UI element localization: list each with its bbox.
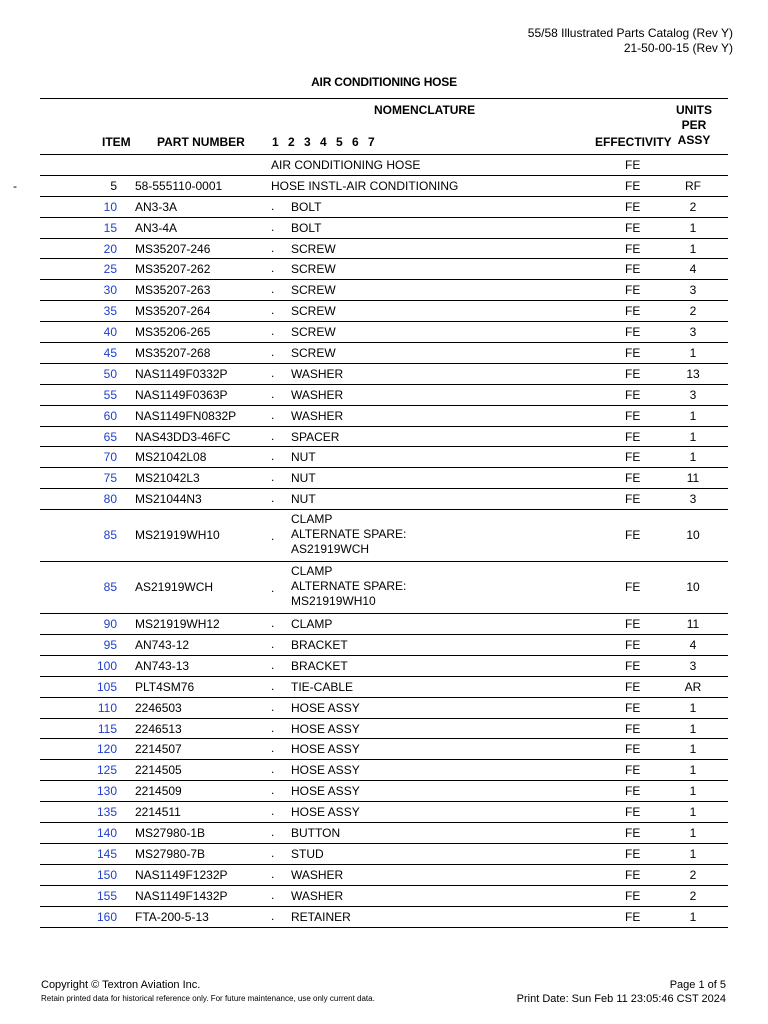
nomenclature-line: SCREW <box>291 262 336 277</box>
table-row <box>40 364 728 385</box>
table-row <box>40 781 728 802</box>
part-number: NAS1149FN0832P <box>135 408 237 423</box>
item-number[interactable]: 155 <box>96 888 117 903</box>
units-per-assy: 2 <box>689 867 697 882</box>
nomenclature-line: WASHER <box>291 366 344 381</box>
nomenclature-line: BOLT <box>291 199 322 214</box>
units-per-assy: 1 <box>689 450 697 465</box>
nomenclature <box>291 910 351 925</box>
part-number: PLT4SM76 <box>135 679 195 694</box>
indent-dot: . <box>271 303 275 318</box>
effectivity: FE <box>625 408 641 423</box>
part-number: MS35207-264 <box>135 304 211 319</box>
effectivity: FE <box>625 658 641 673</box>
effectivity: FE <box>625 241 641 256</box>
units-per-assy: 1 <box>689 220 697 235</box>
effectivity: FE <box>625 492 641 507</box>
part-number: 2246513 <box>135 721 182 736</box>
page-number: Page 1 of 5 <box>669 979 726 991</box>
effectivity: FE <box>625 346 641 361</box>
effectivity: FE <box>625 805 641 820</box>
units-per-assy: AR <box>684 679 702 694</box>
table-row <box>40 614 728 635</box>
nomenclature <box>291 409 343 424</box>
units-per-assy: 3 <box>689 283 697 298</box>
effectivity: FE <box>625 617 641 632</box>
part-number: MS35206-265 <box>135 325 211 340</box>
nomenclature <box>291 701 360 716</box>
indent-dot: . <box>271 741 275 756</box>
nomenclature <box>291 680 353 695</box>
units-per-assy: 1 <box>689 846 697 861</box>
item-number[interactable]: 85 <box>103 580 117 595</box>
item-number[interactable]: 105 <box>96 679 117 694</box>
nomenclature <box>291 200 321 215</box>
item-number[interactable]: 50 <box>103 366 117 381</box>
nomenclature <box>291 325 336 340</box>
table-row <box>40 259 728 280</box>
item-number[interactable]: 30 <box>103 283 117 298</box>
effectivity: FE <box>625 742 641 757</box>
item-number[interactable]: 20 <box>103 241 117 256</box>
nomenclature-line: SPACER <box>291 429 340 444</box>
indent-dot: . <box>271 762 275 777</box>
table-row <box>40 468 728 489</box>
part-number: NAS1149F1432P <box>135 888 228 903</box>
item-number[interactable]: 115 <box>97 721 117 736</box>
effectivity: FE <box>625 700 641 715</box>
table-header <box>40 99 728 154</box>
nomenclature <box>291 221 321 236</box>
item-number[interactable]: 160 <box>96 909 117 924</box>
units-per-assy: 11 <box>686 471 700 486</box>
nomenclature-line: HOSE ASSY <box>291 700 360 715</box>
effectivity: FE <box>625 199 641 214</box>
document-title: AIR CONDITIONING HOSE <box>311 75 457 89</box>
nomenclature <box>291 388 343 403</box>
table-row <box>40 301 728 322</box>
units-per-assy: 4 <box>689 638 697 653</box>
nomenclature-line: WASHER <box>291 867 344 882</box>
item-number[interactable]: 15 <box>103 220 117 235</box>
units-per-assy: 1 <box>689 700 697 715</box>
indent-dot: . <box>271 198 275 213</box>
header-effectivity: EFFECTIVITY <box>595 135 672 149</box>
part-number: AN743-12 <box>135 638 190 653</box>
part-number: MS35207-268 <box>135 346 211 361</box>
units-per-assy: 2 <box>689 304 697 319</box>
units-per-assy: 1 <box>689 721 697 736</box>
nomenclature <box>291 471 316 486</box>
table-row <box>40 656 728 677</box>
nomenclature-line: HOSE ASSY <box>291 805 360 820</box>
effectivity: FE <box>625 450 641 465</box>
table-row <box>40 218 728 239</box>
indent-dot: . <box>271 720 275 735</box>
table-row <box>40 886 728 907</box>
effectivity: FE <box>625 366 641 381</box>
indent-dot: . <box>271 470 275 485</box>
units-per-assy: 1 <box>689 742 697 757</box>
effectivity: FE <box>625 580 641 595</box>
table-row <box>40 322 728 343</box>
item-number[interactable]: 125 <box>96 763 117 778</box>
indent-dot: . <box>271 282 275 297</box>
item-number[interactable]: 10 <box>103 199 117 214</box>
item-number[interactable]: 85 <box>103 528 117 543</box>
nomenclature <box>291 638 348 653</box>
header-indent-levels: 1 2 3 4 5 6 7 <box>272 135 375 149</box>
part-number: MS21919WH10 <box>135 528 220 543</box>
item-number[interactable]: 120 <box>96 742 117 757</box>
item-number: 5 <box>110 178 117 193</box>
table-row <box>40 719 728 740</box>
units-per-assy: 10 <box>686 528 700 543</box>
item-number[interactable]: 130 <box>96 784 117 799</box>
item-number[interactable]: 150 <box>96 867 117 882</box>
table-row <box>40 385 728 406</box>
part-number: NAS1149F0332P <box>135 366 228 381</box>
parts-table <box>13 98 728 928</box>
nomenclature <box>291 847 324 862</box>
indent-dot: . <box>271 529 275 544</box>
item-number[interactable]: 80 <box>103 492 117 507</box>
item-number[interactable]: 75 <box>103 471 117 486</box>
table-body <box>13 155 728 928</box>
copyright: Copyright © Textron Aviation Inc. <box>41 979 201 991</box>
nomenclature <box>291 367 343 382</box>
nomenclature <box>291 659 348 674</box>
part-number: AN743-13 <box>135 658 190 673</box>
item-number[interactable]: 140 <box>96 826 117 841</box>
nomenclature-line: BOLT <box>291 220 322 235</box>
indent-dot: . <box>271 616 275 631</box>
table-row <box>40 197 728 218</box>
nomenclature-line: BRACKET <box>291 638 348 653</box>
effectivity: FE <box>625 784 641 799</box>
indent-dot: . <box>271 908 275 923</box>
table-row <box>40 510 728 562</box>
nomenclature-line: BUTTON <box>291 826 341 841</box>
indent-dot: . <box>271 804 275 819</box>
catalog-title: 55/58 Illustrated Parts Catalog (Rev Y) <box>527 26 733 40</box>
retention-notice: Retain printed data for historical reference only. For future maintenance, use only current data. <box>41 994 375 1003</box>
part-number: 2214509 <box>135 784 182 799</box>
table-row <box>40 698 728 719</box>
nomenclature-line: CLAMP <box>291 617 333 632</box>
units-per-assy: 1 <box>689 909 697 924</box>
units-per-assy: RF <box>685 178 701 193</box>
effectivity: FE <box>625 387 641 402</box>
effectivity: FE <box>625 721 641 736</box>
item-number[interactable]: 45 <box>103 346 117 361</box>
indent-dot: . <box>271 261 275 276</box>
part-number: AN3-4A <box>135 220 178 235</box>
table-row <box>40 739 728 760</box>
nomenclature-line: NUT <box>291 450 316 465</box>
units-per-assy: 1 <box>689 826 697 841</box>
indent-dot: . <box>271 657 275 672</box>
effectivity: FE <box>625 178 641 193</box>
table-row <box>40 406 728 427</box>
nomenclature <box>291 430 339 445</box>
nomenclature <box>291 304 336 319</box>
effectivity: FE <box>625 826 641 841</box>
item-number[interactable]: 110 <box>97 700 117 715</box>
table-row <box>40 489 728 510</box>
nomenclature-line: NUT <box>291 492 316 507</box>
part-number: MS21042L3 <box>135 471 200 486</box>
part-number: MS27980-7B <box>135 846 206 861</box>
indent-dot: . <box>271 783 275 798</box>
nomenclature-line: SCREW <box>291 346 336 361</box>
nomenclature <box>291 346 336 361</box>
item-number[interactable]: 25 <box>103 262 117 277</box>
table-row <box>40 907 728 928</box>
nomenclature-line: HOSE ASSY <box>291 721 360 736</box>
table-row <box>40 802 728 823</box>
item-number[interactable]: 135 <box>96 805 117 820</box>
units-per-assy: 11 <box>686 617 700 632</box>
item-number[interactable]: 35 <box>103 304 117 319</box>
nomenclature <box>291 564 406 609</box>
change-mark: - <box>13 178 17 193</box>
units-per-assy: 3 <box>689 325 697 340</box>
part-number: MS35207-246 <box>135 241 211 256</box>
section-number: 21-50-00-15 (Rev Y) <box>623 41 733 55</box>
units-per-assy: 13 <box>686 366 700 381</box>
indent-dot: . <box>271 365 275 380</box>
nomenclature-line: MS21919WH10 <box>291 594 376 609</box>
units-per-assy: 1 <box>689 784 697 799</box>
nomenclature <box>271 158 420 173</box>
effectivity: FE <box>625 283 641 298</box>
nomenclature <box>291 450 316 465</box>
part-number: MS35207-263 <box>135 283 211 298</box>
nomenclature-line: SCREW <box>291 283 336 298</box>
table-row <box>40 865 728 886</box>
nomenclature <box>291 512 406 557</box>
part-number: AS21919WCH <box>135 580 214 595</box>
part-number: MS21044N3 <box>135 492 202 507</box>
nomenclature <box>291 826 340 841</box>
table-row <box>40 239 728 260</box>
indent-dot: . <box>271 678 275 693</box>
item-number[interactable]: 70 <box>103 450 117 465</box>
nomenclature <box>291 492 316 507</box>
item-number[interactable]: 55 <box>103 387 117 402</box>
nomenclature-line: TIE-CABLE <box>291 679 354 694</box>
item-number[interactable]: 90 <box>103 617 117 632</box>
nomenclature-line: HOSE INSTL-AIR CONDITIONING <box>271 178 459 193</box>
header-units-per-assy: UNITS PER ASSY <box>676 103 712 147</box>
part-number: AN3-3A <box>135 199 178 214</box>
indent-dot: . <box>271 324 275 339</box>
footer-left <box>41 978 375 1006</box>
units-per-assy: 2 <box>689 888 697 903</box>
nomenclature-line: WASHER <box>291 408 344 423</box>
part-number: NAS43DD3-46FC <box>135 429 231 444</box>
indent-dot: . <box>271 637 275 652</box>
part-number: MS21919WH12 <box>135 617 220 632</box>
item-number[interactable]: 145 <box>96 846 117 861</box>
nomenclature-line: STUD <box>291 846 324 861</box>
indent-dot: . <box>271 866 275 881</box>
table-row <box>40 447 728 468</box>
nomenclature <box>271 179 458 194</box>
item-number[interactable]: 100 <box>96 658 117 673</box>
units-per-assy: 3 <box>689 387 697 402</box>
table-row <box>40 343 728 364</box>
item-number[interactable]: 95 <box>103 638 117 653</box>
item-number[interactable]: 65 <box>103 429 117 444</box>
effectivity: FE <box>625 429 641 444</box>
nomenclature <box>291 242 336 257</box>
nomenclature <box>291 722 360 737</box>
indent-dot: . <box>271 825 275 840</box>
effectivity: FE <box>625 867 641 882</box>
nomenclature <box>291 262 336 277</box>
effectivity: FE <box>625 262 641 277</box>
table-row <box>40 844 728 865</box>
nomenclature <box>291 283 336 298</box>
indent-dot: . <box>271 845 275 860</box>
units-per-assy: 10 <box>686 580 700 595</box>
effectivity: FE <box>625 158 641 172</box>
part-number: 58-555110-0001 <box>135 178 223 193</box>
nomenclature-line: ALTERNATE SPARE: <box>291 527 407 542</box>
nomenclature <box>291 784 360 799</box>
effectivity: FE <box>625 909 641 924</box>
table-row <box>40 427 728 448</box>
units-per-assy: 4 <box>689 262 697 277</box>
units-per-assy: 1 <box>689 429 697 444</box>
item-number[interactable]: 40 <box>103 325 117 340</box>
nomenclature-line: AS21919WCH <box>291 542 370 557</box>
table-row <box>40 280 728 301</box>
indent-dot: . <box>271 407 275 422</box>
nomenclature-line: SCREW <box>291 241 336 256</box>
effectivity: FE <box>625 528 641 543</box>
nomenclature-line: HOSE ASSY <box>291 784 360 799</box>
nomenclature <box>291 868 343 883</box>
part-number: 2246503 <box>135 700 182 715</box>
table-row <box>40 677 728 698</box>
nomenclature <box>291 805 360 820</box>
table-row <box>40 760 728 781</box>
part-number: 2214511 <box>135 805 181 820</box>
item-number[interactable]: 60 <box>103 408 117 423</box>
nomenclature <box>291 889 343 904</box>
nomenclature <box>291 617 332 632</box>
indent-dot: . <box>271 240 275 255</box>
nomenclature-line: SCREW <box>291 304 336 319</box>
nomenclature-line: RETAINER <box>291 909 351 924</box>
nomenclature-line: AIR CONDITIONING HOSE <box>271 158 421 172</box>
part-number: 2214505 <box>135 763 182 778</box>
units-per-assy: 3 <box>689 492 697 507</box>
effectivity: FE <box>625 846 641 861</box>
nomenclature-line: HOSE ASSY <box>291 763 360 778</box>
nomenclature-line: CLAMP <box>291 564 333 579</box>
header-part-number: PART NUMBER <box>157 135 245 149</box>
indent-dot: . <box>271 219 275 234</box>
page-header <box>528 26 733 56</box>
indent-dot: . <box>271 581 275 596</box>
effectivity: FE <box>625 304 641 319</box>
part-number: FTA-200-5-13 <box>135 909 209 924</box>
nomenclature-line: WASHER <box>291 888 344 903</box>
part-number: MS21042L08 <box>135 450 207 465</box>
effectivity: FE <box>625 471 641 486</box>
effectivity: FE <box>625 638 641 653</box>
part-number: NAS1149F0363P <box>135 387 228 402</box>
table-row <box>13 176 728 197</box>
units-per-assy: 1 <box>689 763 697 778</box>
indent-dot: . <box>271 345 275 360</box>
nomenclature-line: SCREW <box>291 325 336 340</box>
nomenclature-line: CLAMP <box>291 512 333 527</box>
part-number: MS27980-1B <box>135 826 206 841</box>
nomenclature-line: BRACKET <box>291 658 348 673</box>
print-date: Print Date: Sun Feb 11 23:05:46 CST 2024 <box>516 993 726 1005</box>
nomenclature-line: NUT <box>291 471 316 486</box>
indent-dot: . <box>271 491 275 506</box>
footer-right <box>517 978 726 1006</box>
units-per-assy: 2 <box>689 199 697 214</box>
indent-dot: . <box>271 449 275 464</box>
header-nomenclature: NOMENCLATURE <box>374 103 476 117</box>
nomenclature-line: WASHER <box>291 387 344 402</box>
units-per-assy: 1 <box>689 241 697 256</box>
units-per-assy: 3 <box>689 658 697 673</box>
indent-dot: . <box>271 887 275 902</box>
nomenclature-line: HOSE ASSY <box>291 742 360 757</box>
part-number: 2214507 <box>135 742 182 757</box>
table-row <box>40 823 728 844</box>
header-item: ITEM <box>102 135 131 149</box>
nomenclature <box>291 742 360 757</box>
table-row <box>40 155 728 176</box>
units-per-assy: 1 <box>689 805 697 820</box>
nomenclature <box>291 763 360 778</box>
table-row <box>40 562 728 614</box>
nomenclature-line: ALTERNATE SPARE: <box>291 579 407 594</box>
effectivity: FE <box>625 888 641 903</box>
part-number: MS35207-262 <box>135 262 211 277</box>
part-number: NAS1149F1232P <box>135 867 228 882</box>
effectivity: FE <box>625 679 641 694</box>
indent-dot: . <box>271 699 275 714</box>
units-per-assy: 1 <box>689 346 697 361</box>
effectivity: FE <box>625 763 641 778</box>
table-row <box>40 635 728 656</box>
indent-dot: . <box>271 386 275 401</box>
indent-dot: . <box>271 428 275 443</box>
effectivity: FE <box>625 220 641 235</box>
units-per-assy: 1 <box>689 408 697 423</box>
effectivity: FE <box>625 325 641 340</box>
